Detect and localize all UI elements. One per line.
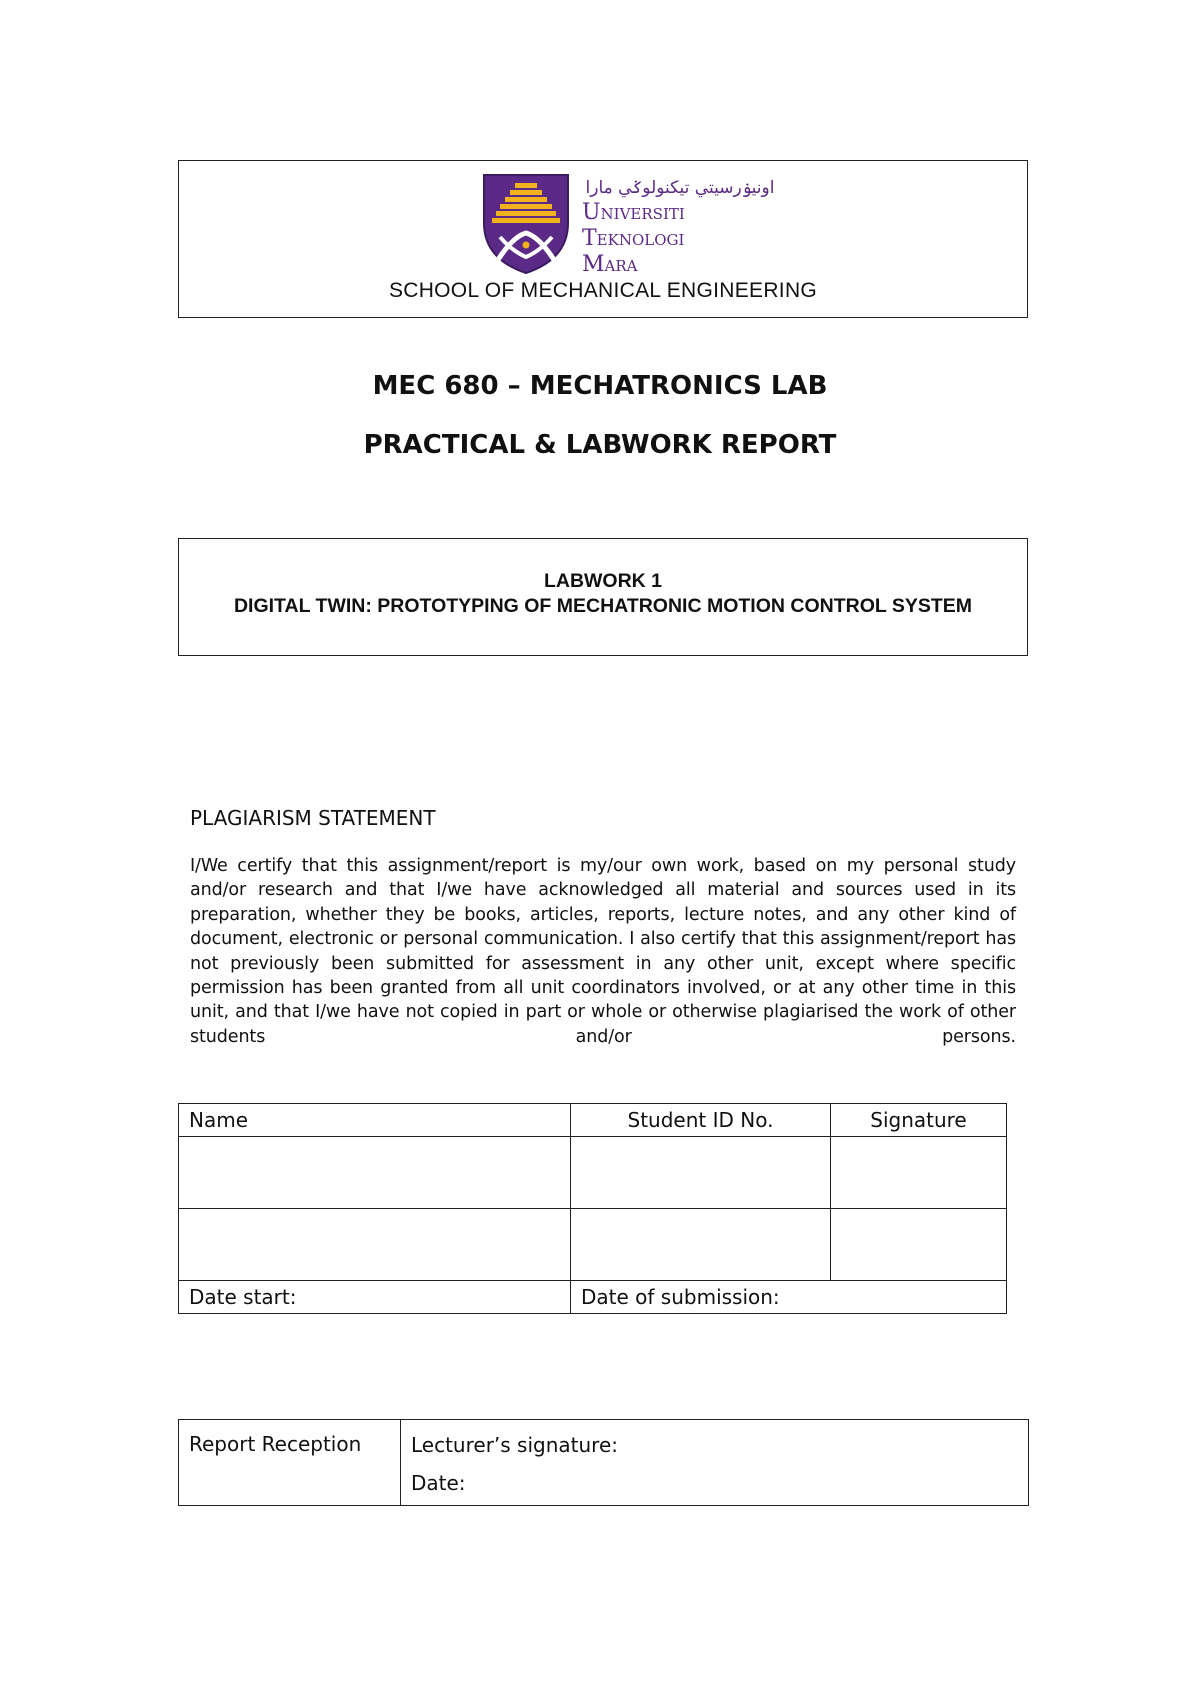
course-title: MEC 680 – MECHATRONICS LAB — [372, 371, 828, 401]
student-id-cell[interactable] — [571, 1209, 831, 1281]
report-title: PRACTICAL & LABWORK REPORT — [363, 430, 837, 460]
uitm-logo — [482, 171, 775, 277]
school-name: SCHOOL OF MECHANICAL ENGINEERING — [388, 279, 818, 302]
reception-fields-cell[interactable] — [401, 1420, 1029, 1506]
header-student-id: Student ID No. — [571, 1104, 831, 1137]
lecturer-signature-label: Lecturer’s signature: — [411, 1433, 619, 1457]
logo-jawi-text: اونيۏرسيتي تيکنولوݢي مارا — [585, 178, 775, 198]
uitm-logo-graphic — [482, 171, 775, 277]
student-row — [179, 1137, 1007, 1209]
reception-date-label: Date: — [411, 1471, 466, 1495]
plagiarism-text: I/We certify that this assignment/report is my/our own work, based on my personal study and/or research and that I/we have acknowledged all material and sources used in its preparation, whether they be books, articles, reports, lecture notes, and any other kind of document, electronic or personal communication. I also certify that this assignment/report has not previously been submitted for assessment in any other unit, except where specific permission has been granted from all unit coordinators involved, or at any other time in this unit, and that I/we have not copied in part or whole or otherwise plagiarised the work of other students and/or persons. — [190, 856, 1016, 1047]
date-submission-label: Date of submission: — [571, 1281, 1007, 1314]
header-name: Name — [179, 1104, 571, 1137]
student-table — [178, 1103, 1007, 1314]
name-cell[interactable] — [179, 1137, 571, 1209]
logo-line-universiti: Universiti — [582, 200, 685, 225]
date-start-label: Date start: — [179, 1281, 571, 1314]
header-signature: Signature — [831, 1104, 1007, 1137]
plagiarism-heading: PLAGIARISM STATEMENT — [190, 806, 436, 830]
header-box — [178, 160, 1028, 318]
labwork-box — [178, 538, 1028, 656]
date-row — [179, 1281, 1007, 1314]
name-cell[interactable] — [179, 1209, 571, 1281]
logo-line-teknologi: Teknologi — [582, 226, 685, 251]
signature-cell[interactable] — [831, 1209, 1007, 1281]
logo-line-mara: Mara — [582, 252, 638, 277]
student-row — [179, 1209, 1007, 1281]
report-reception-label: Report Reception — [179, 1420, 401, 1506]
student-id-cell[interactable] — [571, 1137, 831, 1209]
labwork-topic: DIGITAL TWIN: PROTOTYPING OF MECHATRONIC MOTION CONTROL SYSTEM — [233, 595, 973, 617]
student-table-header-row — [179, 1104, 1007, 1137]
reception-table — [178, 1419, 1029, 1506]
labwork-number: LABWORK 1 — [543, 570, 663, 592]
signature-cell[interactable] — [831, 1137, 1007, 1209]
reception-row — [179, 1420, 1029, 1506]
